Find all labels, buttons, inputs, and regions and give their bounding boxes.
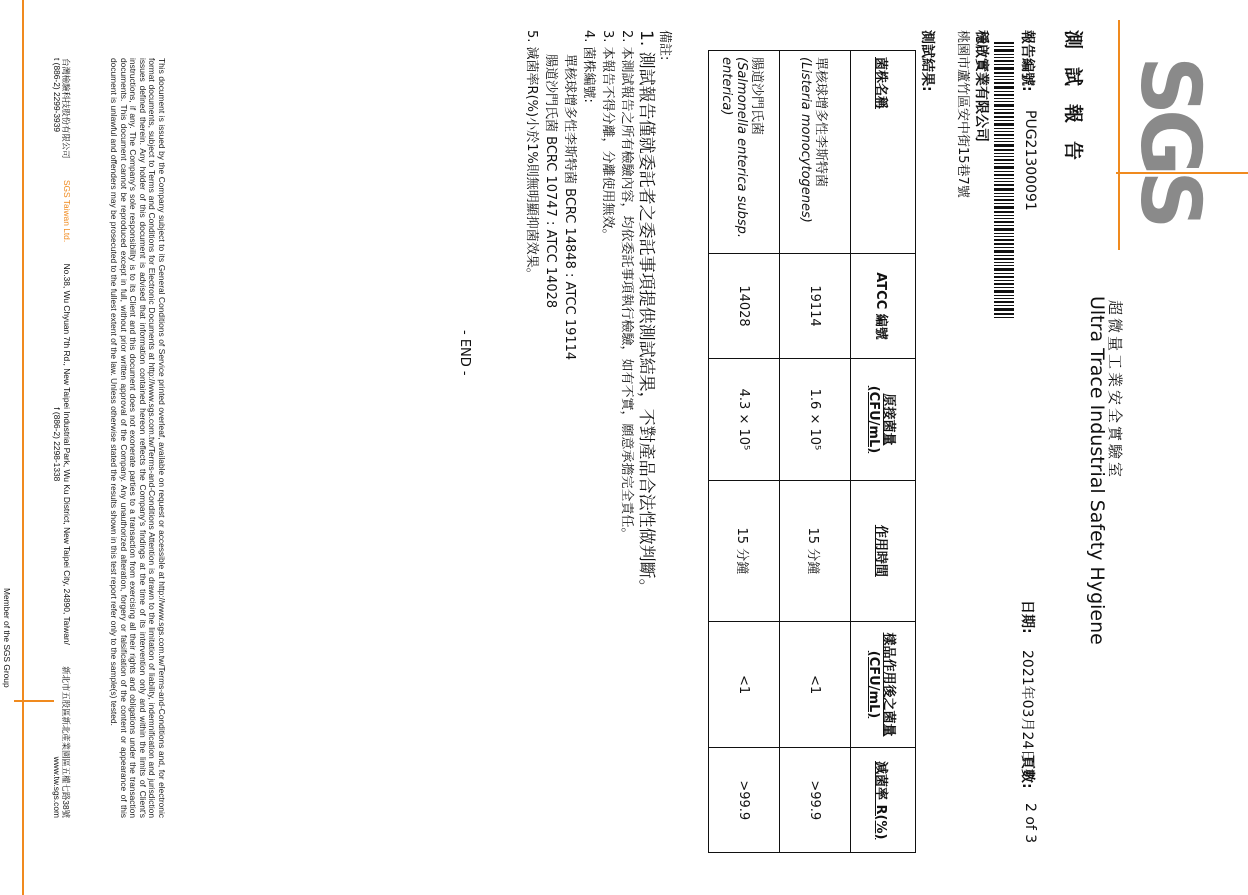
barcode-bar (994, 101, 1014, 102)
barcode-bar (994, 159, 1014, 161)
barcode-bar (994, 144, 1014, 147)
barcode-bar (994, 181, 1014, 182)
end-marker: - END - (457, 330, 472, 376)
results-table (708, 50, 916, 853)
barcode-bar (994, 67, 1014, 70)
notes-heading: 備註: (657, 30, 672, 61)
barcode-bar (994, 196, 1014, 197)
barcode-bar (994, 211, 1014, 213)
barcode-bar (994, 49, 1014, 52)
strain-name-latin: (Listeria monocytogenes) (798, 57, 813, 223)
member-of-group: Member of the SGS Group (2, 588, 12, 688)
col-inoculum: 原接菌量 (CFU/mL) (851, 358, 916, 480)
client-company: 穩啟實業有限公司 (973, 30, 989, 142)
barcode-bar (994, 236, 1014, 237)
barcode-bar (994, 79, 1014, 80)
barcode-bar (994, 112, 1014, 114)
brand-line-horizontal (1118, 20, 1120, 250)
barcode-bar (994, 163, 1014, 164)
barcode-bar (994, 171, 1014, 172)
lab-name-cn: 超微量工業安全實驗室 (1106, 300, 1124, 481)
note-5: 5. 減菌率R(%)小於1%則無明顯抑菌效果。 (524, 30, 539, 281)
barcode-bar (994, 247, 1014, 248)
footer-tel: t (886-2) 2299-3939 (52, 58, 62, 133)
barcode-bar (994, 123, 1014, 126)
date-label: 日期: (1019, 600, 1035, 634)
sgs-logo: SGS (1122, 56, 1217, 224)
client-address: 桃園市蘆竹區安中街15巷7號 (955, 30, 970, 198)
footer-company-cn: 台灣檢驗科技股份有限公司 (61, 58, 71, 159)
barcode-bar (994, 265, 1014, 266)
barcode-bar (994, 188, 1014, 191)
barcode-bar (994, 76, 1014, 77)
atcc-cell: 19114 (780, 254, 851, 358)
strain-name-cn: 單核球增多性李斯特菌 (813, 57, 828, 188)
barcode-bar (994, 156, 1014, 157)
barcode-bar (994, 298, 1014, 299)
barcode-bar (994, 239, 1014, 241)
page-count-label: 頁數: (1019, 755, 1035, 789)
barcode-bar (994, 64, 1014, 65)
barcode-bar (994, 138, 1014, 139)
col-strain: 菌株名稱 (851, 51, 916, 254)
report-barcode (994, 42, 1014, 396)
note-1: 1. 測試報告僅就委託者之委託事項提供測試結果，不對產品合法性做判斷。 (636, 30, 656, 596)
after-cell: <1 (780, 621, 851, 748)
col-time: 作用時間 (851, 481, 916, 621)
barcode-bar (994, 91, 1014, 92)
barcode-bar (994, 301, 1014, 303)
barcode-bar (994, 268, 1014, 271)
lab-name-en: Ultra Trace Industrial Safety Hygiene (1086, 296, 1108, 645)
barcode-bar (994, 184, 1014, 186)
barcode-bar (994, 54, 1014, 55)
footer-brand-line (22, 0, 24, 895)
barcode-bar (994, 94, 1014, 96)
barcode-bar (994, 178, 1014, 179)
barcode-bar (994, 250, 1014, 253)
barcode-bar (994, 317, 1014, 318)
barcode-bar (994, 305, 1014, 306)
page-title: 測試報告 (1062, 30, 1084, 179)
barcode-bar (994, 221, 1014, 223)
barcode-bar (994, 60, 1014, 62)
footer-brand-tick (14, 700, 54, 702)
after-cell: <1 (709, 621, 780, 748)
barcode-bar (994, 141, 1014, 142)
barcode-bar (994, 276, 1014, 278)
note-4: 4. 菌株編號: (581, 30, 596, 103)
report-date: 2021年03月24日 (1019, 650, 1035, 764)
barcode-bar (994, 72, 1014, 74)
barcode-bar (994, 116, 1014, 118)
barcode-bar (994, 82, 1014, 84)
barcode-bar (994, 206, 1014, 209)
notes-section (522, 30, 674, 596)
barcode-bar (994, 109, 1014, 110)
barcode-bar (994, 199, 1014, 201)
strain-cell (780, 51, 851, 254)
barcode-bar (994, 42, 1014, 44)
barcode-bar (994, 57, 1014, 58)
col-after: 樣品作用後之菌量(CFU/mL) (851, 621, 916, 748)
table-row (709, 51, 780, 853)
results-heading: 測試結果: (919, 30, 935, 92)
reduction-cell: >99.9 (709, 748, 780, 853)
footer-address-cn: 新北市五股區新北產業園區五權七路38號 (61, 666, 71, 818)
col-atcc: ATCC 編號 (851, 254, 916, 358)
note-4-strain-a: 單核球增多性李斯特菌 BCRC 14848 : ATCC 19114 (562, 54, 577, 361)
inoculum-cell: 1.6 × 10⁵ (780, 358, 851, 480)
barcode-bar (994, 128, 1014, 129)
barcode-bar (994, 313, 1014, 315)
barcode-bar (994, 174, 1014, 176)
note-4-strain-b: 腸道沙門氏菌 BCRC 10747 : ATCC 14028 (543, 54, 558, 309)
barcode-bar (994, 280, 1014, 281)
barcode-bar (994, 233, 1014, 234)
barcode-bar (994, 98, 1014, 99)
barcode-bar (994, 131, 1014, 132)
barcode-bar (994, 255, 1014, 256)
barcode-bar (994, 308, 1014, 311)
footer-company-en: SGS Taiwan Ltd. (62, 179, 72, 243)
barcode-bar (994, 203, 1014, 204)
barcode-bar (994, 134, 1014, 136)
note-2: 2. 本測試報告之所有檢驗內容，均依委託事項執行檢驗，如有不實，願意承擔完全責任。 (619, 30, 634, 541)
atcc-cell: 14028 (709, 254, 780, 358)
barcode-bar (994, 86, 1014, 89)
time-cell: 15 分鐘 (709, 481, 780, 621)
footer-disclaimer: This document is issued by the Company subject to its General Conditions of Service printed overleaf, available on request or accessible at http://www.sgs.com.tw/Terms-and-Conditions and, for electronic format documents, subject to Terms and Conditions for Electronic Documents at http://www.sgs.com.tw/Terms-and-Conditions Attention is drawn to the limitation of liability, indemnification and jurisdiction issues defined therein. Any holder of this document is advised that information contained hereon reflects the Company's findings at the time of its intervention only and within the limits of Client's instructions, if any. The Company's sole responsibility is to its Client and this document does not exonerate parties to a transaction from exercising all their rights and obligations under the transaction documents. This document cannot be reproduced except in full, without prior written approval of the Company. Any unauthorized alteration, forgery or falsification of the content or appearance of this document is unlawful and offenders may be prosecuted to the fullest extent of the law. Unless otherwise stated the results shown in this test report refer only to the sample(s) tested. (109, 58, 167, 818)
strain-name-cn: 腸道沙門氏菌 (749, 57, 765, 136)
barcode-bar (994, 283, 1014, 285)
barcode-bar (994, 218, 1014, 219)
barcode-bar (994, 262, 1014, 263)
barcode-bar (994, 166, 1014, 169)
reduction-cell: >99.9 (780, 748, 851, 853)
inoculum-cell: 4.3 × 10⁵ (709, 358, 780, 480)
footer-fax: f (886-2) 2298-1338 (52, 407, 62, 482)
barcode-bar (994, 295, 1014, 296)
barcode-bar (994, 149, 1014, 151)
barcode-bar (994, 273, 1014, 274)
barcode-bar (994, 287, 1014, 288)
report-number-label: 報告編號: (1019, 30, 1035, 92)
report-number: PUG21300091 (1022, 110, 1038, 211)
table-row (780, 51, 851, 853)
barcode-bar (994, 258, 1014, 260)
strain-name-latin: (Salmonella enterica subsp. enterica) (719, 57, 750, 239)
barcode-bar (994, 290, 1014, 293)
footer-web[interactable]: www.tw.sgs.com (52, 756, 62, 818)
page-count: 2 of 3 (1022, 803, 1038, 844)
barcode-bar (994, 225, 1014, 226)
table-header-row (851, 51, 916, 853)
footer-address-en: No.38, Wu Chyuan 7th Rd., New Taipei Industrial Park, Wu Ku District, New Taipei City, 24890, Taiwan/ (62, 263, 72, 645)
barcode-bar (994, 104, 1014, 107)
barcode-bar (994, 228, 1014, 231)
col-reduction: 減菌率 R(%) (851, 748, 916, 853)
strain-cell (709, 51, 780, 254)
time-cell: 15 分鐘 (780, 481, 851, 621)
barcode-bar (994, 46, 1014, 47)
barcode-bar (994, 215, 1014, 216)
note-3: 3. 本報告不得分離，分離使用無效。 (600, 30, 615, 242)
barcode-bar (994, 153, 1014, 154)
barcode-bar (994, 120, 1014, 121)
footer-contact-line (52, 58, 62, 818)
barcode-bar (994, 243, 1014, 245)
barcode-bar (994, 193, 1014, 194)
